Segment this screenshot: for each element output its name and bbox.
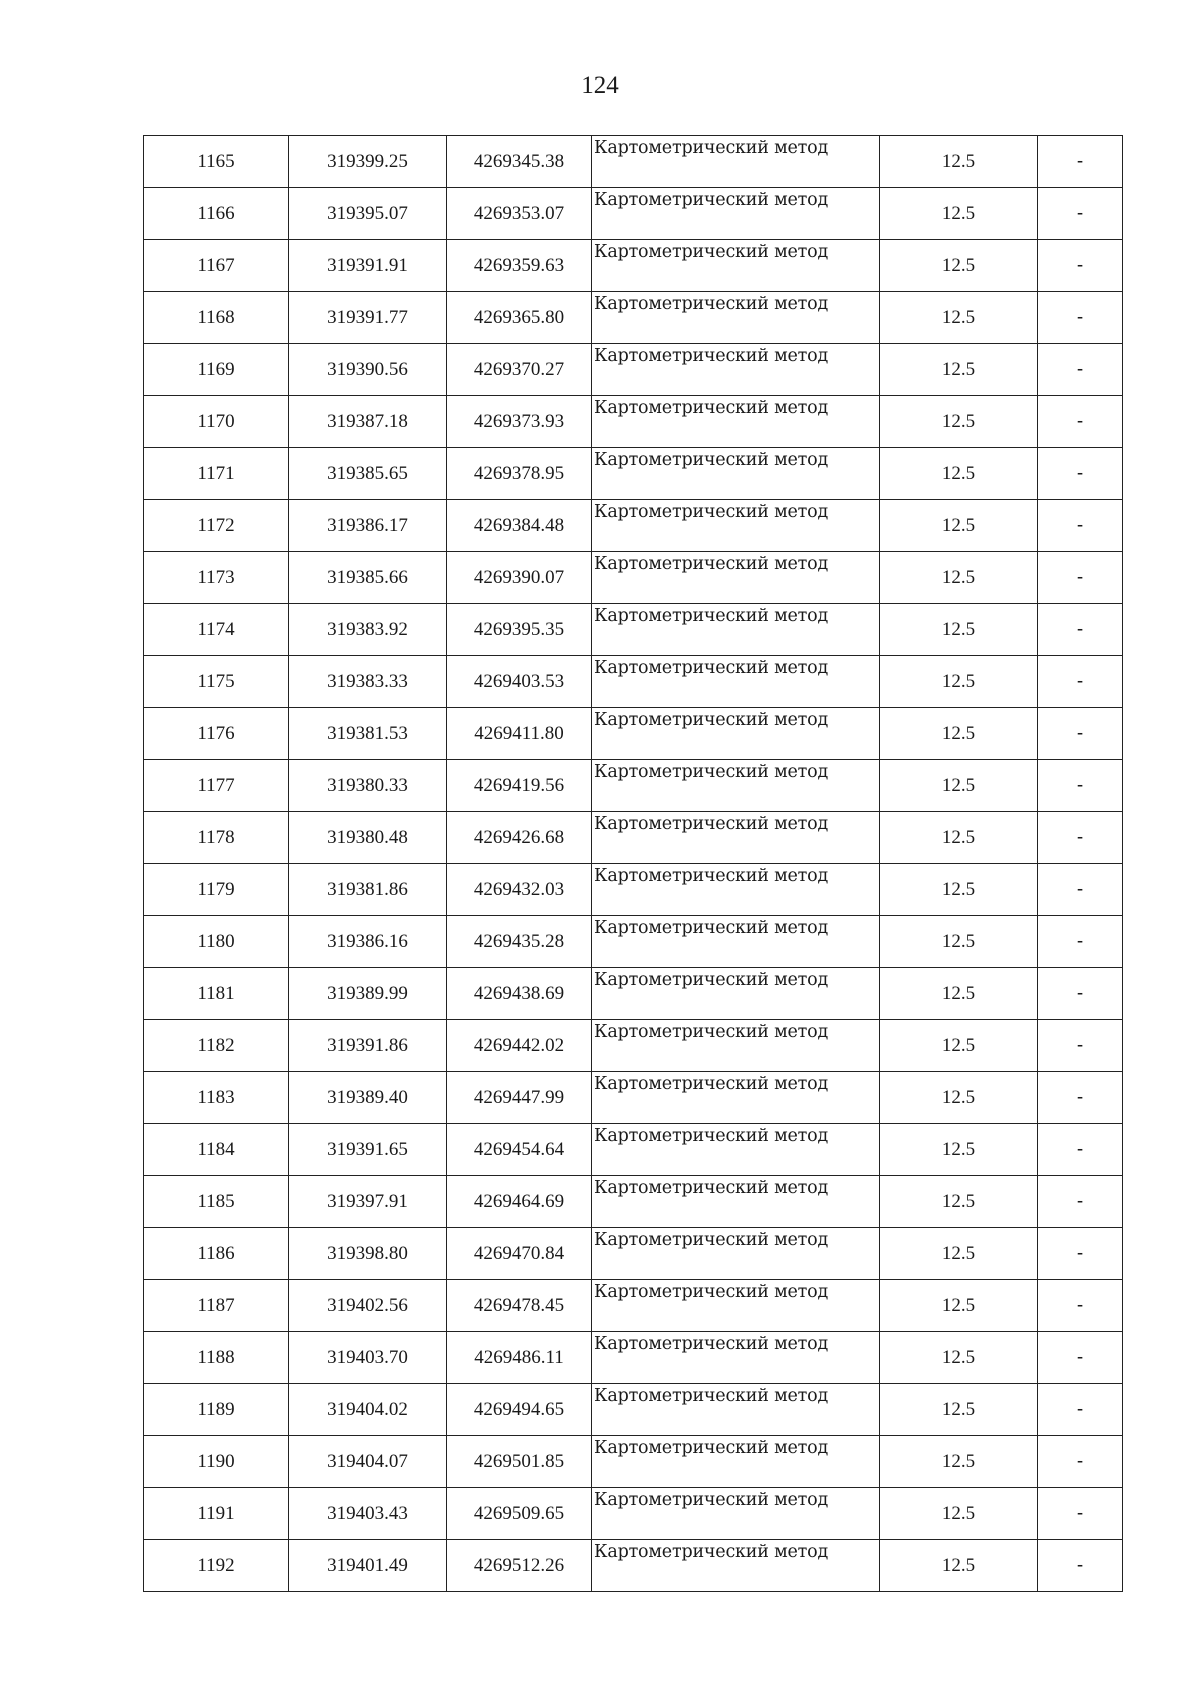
table-row — [144, 1488, 1123, 1540]
y-coordinate-cell: 4269486.11 — [447, 1332, 592, 1384]
point-number-cell: 1171 — [144, 448, 289, 500]
method-cell: Картометрический метод — [592, 552, 880, 604]
point-number-cell: 1191 — [144, 1488, 289, 1540]
table-row — [144, 760, 1123, 812]
table-row — [144, 968, 1123, 1020]
note-cell: - — [1038, 916, 1123, 968]
table-row — [144, 812, 1123, 864]
accuracy-cell: 12.5 — [880, 1488, 1038, 1540]
method-cell: Картометрический метод — [592, 604, 880, 656]
accuracy-cell: 12.5 — [880, 1228, 1038, 1280]
point-number-cell: 1189 — [144, 1384, 289, 1436]
x-coordinate-cell: 319403.43 — [289, 1488, 447, 1540]
method-cell: Картометрический метод — [592, 448, 880, 500]
y-coordinate-cell: 4269378.95 — [447, 448, 592, 500]
note-cell: - — [1038, 552, 1123, 604]
accuracy-cell: 12.5 — [880, 604, 1038, 656]
x-coordinate-cell: 319391.77 — [289, 292, 447, 344]
x-coordinate-cell: 319386.17 — [289, 500, 447, 552]
table-row — [144, 1540, 1123, 1592]
y-coordinate-cell: 4269454.64 — [447, 1124, 592, 1176]
note-cell: - — [1038, 240, 1123, 292]
point-number-cell: 1170 — [144, 396, 289, 448]
x-coordinate-cell: 319391.91 — [289, 240, 447, 292]
note-cell: - — [1038, 136, 1123, 188]
accuracy-cell: 12.5 — [880, 968, 1038, 1020]
method-cell: Картометрический метод — [592, 1124, 880, 1176]
accuracy-cell: 12.5 — [880, 864, 1038, 916]
method-cell: Картометрический метод — [592, 188, 880, 240]
table-row — [144, 1176, 1123, 1228]
note-cell: - — [1038, 1280, 1123, 1332]
note-cell: - — [1038, 1332, 1123, 1384]
table-row — [144, 240, 1123, 292]
x-coordinate-cell: 319385.66 — [289, 552, 447, 604]
accuracy-cell: 12.5 — [880, 552, 1038, 604]
method-cell: Картометрический метод — [592, 968, 880, 1020]
note-cell: - — [1038, 188, 1123, 240]
accuracy-cell: 12.5 — [880, 1072, 1038, 1124]
x-coordinate-cell: 319397.91 — [289, 1176, 447, 1228]
note-cell: - — [1038, 500, 1123, 552]
accuracy-cell: 12.5 — [880, 1124, 1038, 1176]
x-coordinate-cell: 319389.40 — [289, 1072, 447, 1124]
table-row — [144, 1332, 1123, 1384]
note-cell: - — [1038, 760, 1123, 812]
method-cell: Картометрический метод — [592, 1540, 880, 1592]
method-cell: Картометрический метод — [592, 1228, 880, 1280]
y-coordinate-cell: 4269494.65 — [447, 1384, 592, 1436]
y-coordinate-cell: 4269447.99 — [447, 1072, 592, 1124]
method-cell: Картометрический метод — [592, 240, 880, 292]
y-coordinate-cell: 4269464.69 — [447, 1176, 592, 1228]
point-number-cell: 1172 — [144, 500, 289, 552]
point-number-cell: 1166 — [144, 188, 289, 240]
accuracy-cell: 12.5 — [880, 240, 1038, 292]
note-cell: - — [1038, 1124, 1123, 1176]
point-number-cell: 1169 — [144, 344, 289, 396]
note-cell: - — [1038, 1228, 1123, 1280]
y-coordinate-cell: 4269438.69 — [447, 968, 592, 1020]
accuracy-cell: 12.5 — [880, 188, 1038, 240]
table-row — [144, 396, 1123, 448]
table-body — [144, 136, 1123, 1592]
method-cell: Картометрический метод — [592, 864, 880, 916]
x-coordinate-cell: 319390.56 — [289, 344, 447, 396]
table-row — [144, 1384, 1123, 1436]
point-number-cell: 1183 — [144, 1072, 289, 1124]
x-coordinate-cell: 319383.92 — [289, 604, 447, 656]
accuracy-cell: 12.5 — [880, 812, 1038, 864]
method-cell: Картометрический метод — [592, 344, 880, 396]
note-cell: - — [1038, 1020, 1123, 1072]
accuracy-cell: 12.5 — [880, 500, 1038, 552]
point-number-cell: 1188 — [144, 1332, 289, 1384]
y-coordinate-cell: 4269365.80 — [447, 292, 592, 344]
table-row — [144, 500, 1123, 552]
method-cell: Картометрический метод — [592, 656, 880, 708]
note-cell: - — [1038, 1176, 1123, 1228]
method-cell: Картометрический метод — [592, 1072, 880, 1124]
x-coordinate-cell: 319404.07 — [289, 1436, 447, 1488]
table-row — [144, 292, 1123, 344]
x-coordinate-cell: 319399.25 — [289, 136, 447, 188]
y-coordinate-cell: 4269390.07 — [447, 552, 592, 604]
x-coordinate-cell: 319381.53 — [289, 708, 447, 760]
point-number-cell: 1190 — [144, 1436, 289, 1488]
note-cell: - — [1038, 812, 1123, 864]
x-coordinate-cell: 319395.07 — [289, 188, 447, 240]
table-row — [144, 1020, 1123, 1072]
point-number-cell: 1182 — [144, 1020, 289, 1072]
point-number-cell: 1175 — [144, 656, 289, 708]
note-cell: - — [1038, 604, 1123, 656]
note-cell: - — [1038, 1540, 1123, 1592]
note-cell: - — [1038, 344, 1123, 396]
accuracy-cell: 12.5 — [880, 1280, 1038, 1332]
note-cell: - — [1038, 656, 1123, 708]
y-coordinate-cell: 4269345.38 — [447, 136, 592, 188]
point-number-cell: 1181 — [144, 968, 289, 1020]
method-cell: Картометрический метод — [592, 136, 880, 188]
accuracy-cell: 12.5 — [880, 760, 1038, 812]
point-number-cell: 1180 — [144, 916, 289, 968]
x-coordinate-cell: 319391.86 — [289, 1020, 447, 1072]
y-coordinate-cell: 4269370.27 — [447, 344, 592, 396]
table-row — [144, 864, 1123, 916]
x-coordinate-cell: 319387.18 — [289, 396, 447, 448]
note-cell: - — [1038, 1072, 1123, 1124]
accuracy-cell: 12.5 — [880, 344, 1038, 396]
point-number-cell: 1187 — [144, 1280, 289, 1332]
note-cell: - — [1038, 396, 1123, 448]
method-cell: Картометрический метод — [592, 1436, 880, 1488]
point-number-cell: 1186 — [144, 1228, 289, 1280]
y-coordinate-cell: 4269384.48 — [447, 500, 592, 552]
x-coordinate-cell: 319383.33 — [289, 656, 447, 708]
method-cell: Картометрический метод — [592, 916, 880, 968]
point-number-cell: 1192 — [144, 1540, 289, 1592]
x-coordinate-cell: 319391.65 — [289, 1124, 447, 1176]
y-coordinate-cell: 4269442.02 — [447, 1020, 592, 1072]
y-coordinate-cell: 4269478.45 — [447, 1280, 592, 1332]
y-coordinate-cell: 4269359.63 — [447, 240, 592, 292]
point-number-cell: 1178 — [144, 812, 289, 864]
y-coordinate-cell: 4269512.26 — [447, 1540, 592, 1592]
table-row — [144, 136, 1123, 188]
x-coordinate-cell: 319402.56 — [289, 1280, 447, 1332]
accuracy-cell: 12.5 — [880, 1176, 1038, 1228]
accuracy-cell: 12.5 — [880, 656, 1038, 708]
y-coordinate-cell: 4269373.93 — [447, 396, 592, 448]
y-coordinate-cell: 4269411.80 — [447, 708, 592, 760]
method-cell: Картометрический метод — [592, 812, 880, 864]
table-row — [144, 344, 1123, 396]
accuracy-cell: 12.5 — [880, 916, 1038, 968]
x-coordinate-cell: 319389.99 — [289, 968, 447, 1020]
table-row — [144, 448, 1123, 500]
table-row — [144, 656, 1123, 708]
accuracy-cell: 12.5 — [880, 1540, 1038, 1592]
x-coordinate-cell: 319380.33 — [289, 760, 447, 812]
accuracy-cell: 12.5 — [880, 292, 1038, 344]
table-row — [144, 1280, 1123, 1332]
accuracy-cell: 12.5 — [880, 1384, 1038, 1436]
table-row — [144, 552, 1123, 604]
y-coordinate-cell: 4269353.07 — [447, 188, 592, 240]
point-number-cell: 1176 — [144, 708, 289, 760]
method-cell: Картометрический метод — [592, 708, 880, 760]
table-row — [144, 708, 1123, 760]
point-number-cell: 1173 — [144, 552, 289, 604]
point-number-cell: 1168 — [144, 292, 289, 344]
point-number-cell: 1165 — [144, 136, 289, 188]
table-row — [144, 1228, 1123, 1280]
table-row — [144, 1124, 1123, 1176]
note-cell: - — [1038, 292, 1123, 344]
method-cell: Картометрический метод — [592, 292, 880, 344]
table-row — [144, 604, 1123, 656]
accuracy-cell: 12.5 — [880, 1332, 1038, 1384]
y-coordinate-cell: 4269501.85 — [447, 1436, 592, 1488]
y-coordinate-cell: 4269432.03 — [447, 864, 592, 916]
x-coordinate-cell: 319385.65 — [289, 448, 447, 500]
method-cell: Картометрический метод — [592, 1020, 880, 1072]
point-number-cell: 1179 — [144, 864, 289, 916]
point-number-cell: 1174 — [144, 604, 289, 656]
accuracy-cell: 12.5 — [880, 396, 1038, 448]
table-row — [144, 916, 1123, 968]
note-cell: - — [1038, 448, 1123, 500]
method-cell: Картометрический метод — [592, 1280, 880, 1332]
note-cell: - — [1038, 1488, 1123, 1540]
method-cell: Картометрический метод — [592, 1176, 880, 1228]
table-row — [144, 1072, 1123, 1124]
table-row — [144, 1436, 1123, 1488]
y-coordinate-cell: 4269403.53 — [447, 656, 592, 708]
y-coordinate-cell: 4269426.68 — [447, 812, 592, 864]
coordinates-table — [143, 135, 1123, 1592]
accuracy-cell: 12.5 — [880, 1436, 1038, 1488]
page-number: 124 — [581, 72, 619, 99]
x-coordinate-cell: 319380.48 — [289, 812, 447, 864]
method-cell: Картометрический метод — [592, 1384, 880, 1436]
x-coordinate-cell: 319401.49 — [289, 1540, 447, 1592]
y-coordinate-cell: 4269435.28 — [447, 916, 592, 968]
accuracy-cell: 12.5 — [880, 136, 1038, 188]
point-number-cell: 1177 — [144, 760, 289, 812]
table-row — [144, 188, 1123, 240]
method-cell: Картометрический метод — [592, 500, 880, 552]
x-coordinate-cell: 319404.02 — [289, 1384, 447, 1436]
accuracy-cell: 12.5 — [880, 448, 1038, 500]
x-coordinate-cell: 319403.70 — [289, 1332, 447, 1384]
method-cell: Картометрический метод — [592, 1332, 880, 1384]
x-coordinate-cell: 319398.80 — [289, 1228, 447, 1280]
point-number-cell: 1184 — [144, 1124, 289, 1176]
method-cell: Картометрический метод — [592, 396, 880, 448]
accuracy-cell: 12.5 — [880, 1020, 1038, 1072]
x-coordinate-cell: 319386.16 — [289, 916, 447, 968]
y-coordinate-cell: 4269419.56 — [447, 760, 592, 812]
y-coordinate-cell: 4269395.35 — [447, 604, 592, 656]
note-cell: - — [1038, 864, 1123, 916]
x-coordinate-cell: 319381.86 — [289, 864, 447, 916]
note-cell: - — [1038, 1384, 1123, 1436]
y-coordinate-cell: 4269509.65 — [447, 1488, 592, 1540]
method-cell: Картометрический метод — [592, 760, 880, 812]
y-coordinate-cell: 4269470.84 — [447, 1228, 592, 1280]
note-cell: - — [1038, 968, 1123, 1020]
note-cell: - — [1038, 1436, 1123, 1488]
point-number-cell: 1167 — [144, 240, 289, 292]
accuracy-cell: 12.5 — [880, 708, 1038, 760]
method-cell: Картометрический метод — [592, 1488, 880, 1540]
point-number-cell: 1185 — [144, 1176, 289, 1228]
note-cell: - — [1038, 708, 1123, 760]
